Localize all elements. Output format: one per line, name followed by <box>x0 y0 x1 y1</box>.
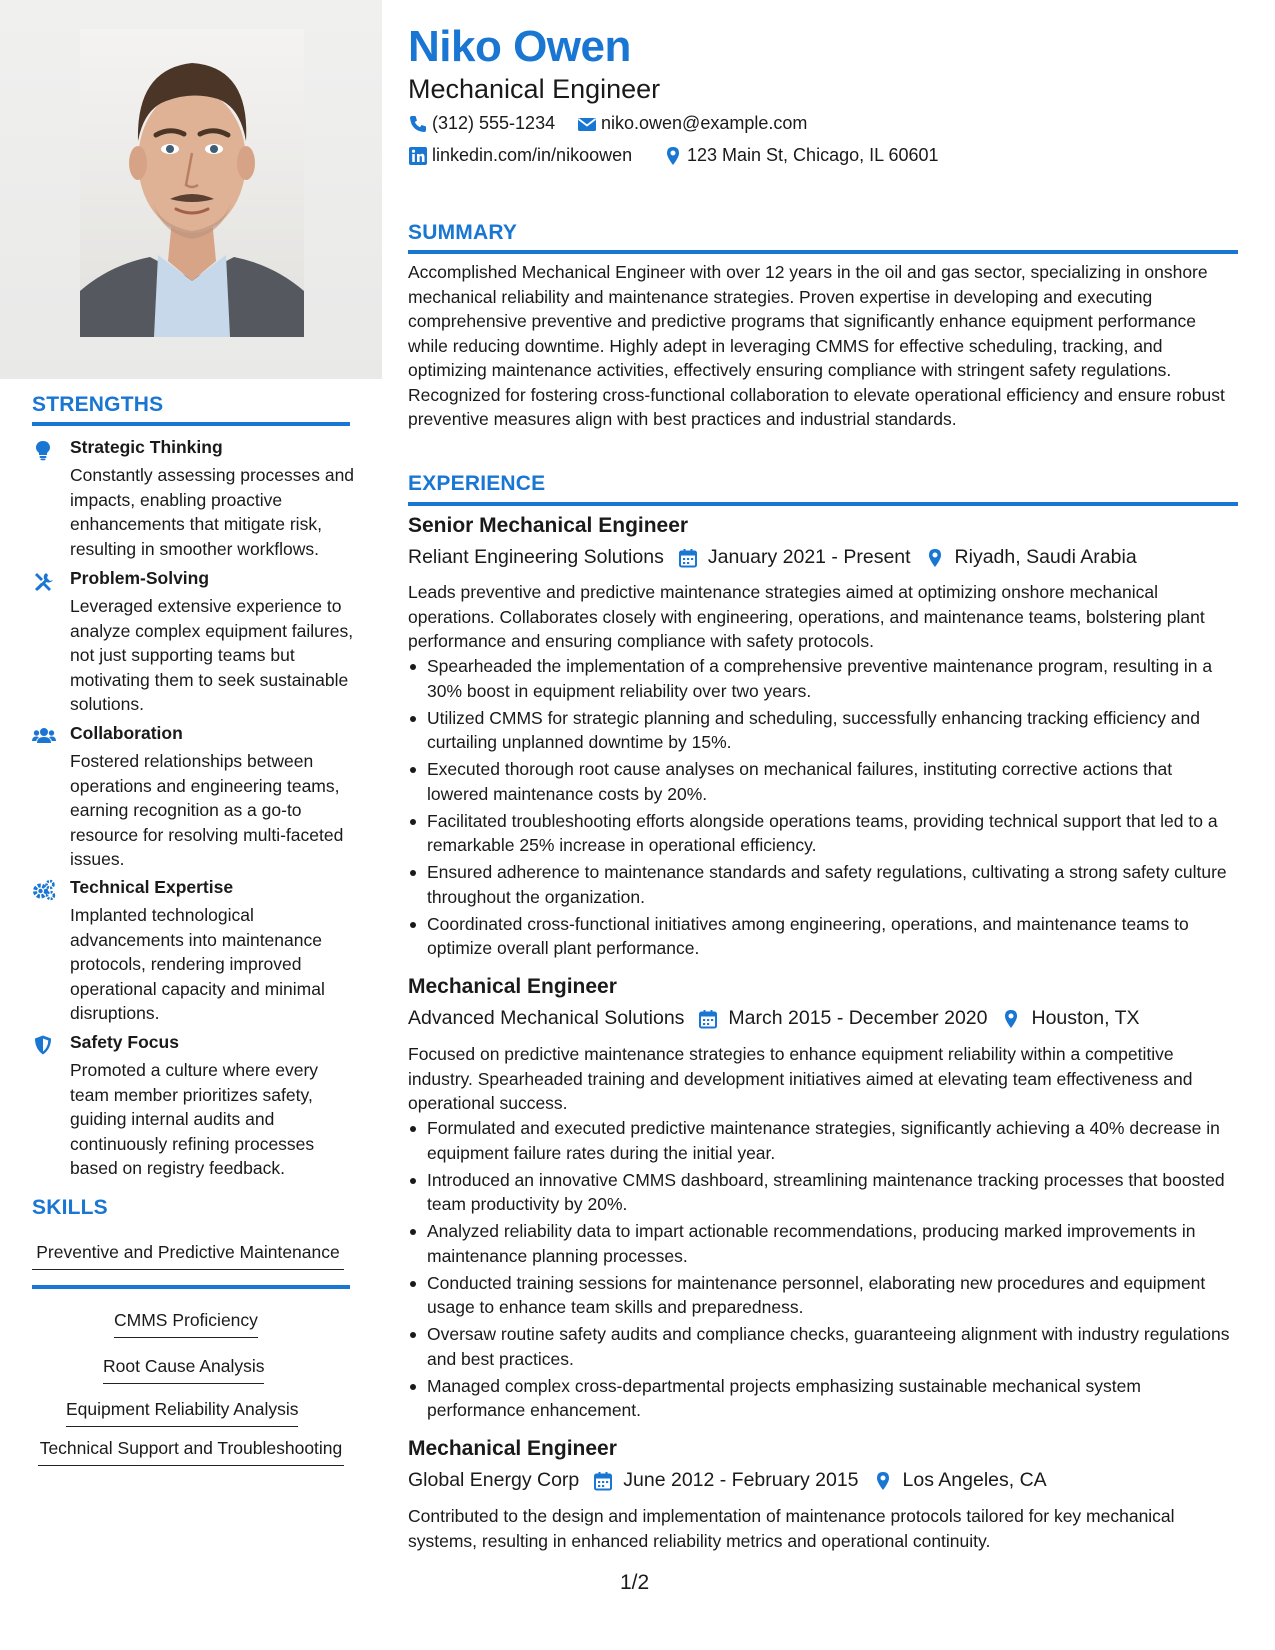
strength-description: Promoted a culture where every team member prioritizes safety, guiding internal audits and continuously refining processes based on registry feedback. <box>70 1060 319 1178</box>
skill-item: Root Cause Analysis <box>103 1354 264 1384</box>
phone-text: (312) 555-1234 <box>432 113 556 133</box>
job-dates: January 2021 - Present <box>707 546 911 568</box>
linkedin-text: linkedin.com/in/nikoowen <box>432 145 633 165</box>
list-item: Introduced an innovative CMMS dashboard, streamlining maintenance tracking processes that boosted team productivity by 20%. <box>408 1168 1238 1217</box>
job-location: Houston, TX <box>1031 1007 1140 1029</box>
job-meta <box>408 1007 1140 1030</box>
users-icon <box>32 725 54 747</box>
experience-heading: EXPERIENCE <box>408 472 546 495</box>
list-item: Analyzed reliability data to impart actionable recommendations, producing marked improvements in maintenance planning processes. <box>408 1219 1238 1268</box>
job-title: Mechanical Engineer <box>408 975 617 998</box>
strength-title: Safety Focus <box>70 1032 179 1052</box>
job-location: Riyadh, Saudi Arabia <box>954 546 1137 568</box>
candidate-role: Mechanical Engineer <box>408 74 661 104</box>
job-description: Leads preventive and predictive maintenance strategies aimed at optimizing onshore mechanical operations. Collaborates closely with engineering, operations, and maintenance teams, bolstering plant performance and ensuring compliance with safety protocols. <box>408 582 1205 651</box>
list-item: Ensured adherence to maintenance standards and safety regulations, cultivating a strong safety culture throughout the organization. <box>408 860 1238 909</box>
job-dates: June 2012 - February 2015 <box>623 1469 859 1491</box>
skills-heading: SKILLS <box>32 1196 108 1219</box>
phone-icon <box>408 114 428 134</box>
list-item: Managed complex cross-departmental projects emphasizing sustainable mechanical system performance enhancement. <box>408 1374 1238 1423</box>
address-contact <box>663 145 939 166</box>
list-item: Utilized CMMS for strategic planning and scheduling, successfully enhancing tracking efficiency and curtailing unplanned downtime by 15%. <box>408 706 1238 755</box>
job-dates: March 2015 - December 2020 <box>728 1007 988 1029</box>
experience-divider <box>408 502 1238 506</box>
shield-icon <box>32 1034 54 1056</box>
job-meta <box>408 1469 1047 1492</box>
linkedin-contact[interactable] <box>408 145 632 166</box>
strength-title: Problem-Solving <box>70 568 210 588</box>
list-item: Formulated and executed predictive maintenance strategies, significantly achieving a 40% decrease in equipment failure rates during the initial year. <box>408 1116 1238 1165</box>
email-text: niko.owen@example.com <box>601 113 808 133</box>
list-item: Oversaw routine safety audits and compliance checks, guaranteeing alignment with industry regulations and best practices. <box>408 1322 1238 1371</box>
job-title: Senior Mechanical Engineer <box>408 514 689 537</box>
job-bullets <box>408 1116 1238 1425</box>
job-company: Global Energy Corp <box>408 1469 580 1491</box>
profile-photo <box>80 29 304 337</box>
photo-background <box>0 0 382 379</box>
map-pin-icon <box>1001 1009 1021 1029</box>
job-company: Reliant Engineering Solutions <box>408 546 664 568</box>
calendar-icon <box>593 1471 613 1491</box>
list-item: Coordinated cross-functional initiatives among engineering, operations, and maintenance teams to optimize overall plant performance. <box>408 912 1238 961</box>
job-bullets <box>408 654 1238 963</box>
job-company: Advanced Mechanical Solutions <box>408 1007 685 1029</box>
job-location: Los Angeles, CA <box>902 1469 1047 1491</box>
envelope-icon <box>577 114 597 134</box>
skill-item: CMMS Proficiency <box>114 1308 258 1338</box>
list-item: Conducted training sessions for maintenance personnel, elaborating new procedures and equipment usage to enhance team skills and preparedness. <box>408 1271 1238 1320</box>
job-meta <box>408 546 1137 569</box>
strength-description: Constantly assessing processes and impacts, enabling proactive enhancements that mitigate risk, resulting in smoother workflows. <box>70 465 355 559</box>
job-description: Focused on predictive maintenance strategies to enhance equipment reliability within a competitive industry. Spearheaded training and development initiatives aimed at elevating team effectiveness and operational success. <box>408 1044 1193 1113</box>
skill-item: Equipment Reliability Analysis <box>66 1397 298 1427</box>
strength-title: Technical Expertise <box>70 877 234 897</box>
job-title: Mechanical Engineer <box>408 1437 617 1460</box>
phone-contact[interactable] <box>408 113 555 134</box>
skill-item: Technical Support and Troubleshooting <box>38 1436 344 1466</box>
tools-icon <box>32 570 54 592</box>
skills-divider <box>32 1285 350 1289</box>
map-pin-icon <box>925 548 945 568</box>
strength-description: Fostered relationships between operations and engineering teams, earning recognition as a go-to resource for resolving multi-faceted issues. <box>70 751 344 869</box>
map-pin-icon <box>873 1471 893 1491</box>
summary-text: Accomplished Mechanical Engineer with over 12 years in the oil and gas sector, specializing in onshore mechanical reliability and maintenance strategies. Proven expertise in developing and executing comprehensive preventive and predictive programs that significantly enhance equipment performance while reducing downtime. Highly adept in leveraging CMMS for effective scheduling, tracking, and optimizing maintenance activities, effectively ensuring compliance with stringent safety regulations. Recognized for fostering cross-functional collaboration to elevate operational efficiency and ensure robust preventive measures align with best practices and industrial standards. <box>408 262 1225 429</box>
email-contact[interactable] <box>577 113 807 134</box>
address-text: 123 Main St, Chicago, IL 60601 <box>687 145 939 165</box>
strength-title: Strategic Thinking <box>70 437 223 457</box>
calendar-icon <box>698 1009 718 1029</box>
list-item: Facilitated troubleshooting efforts alongside operations teams, providing technical support that led to a remarkable 25% increase in operational efficiency. <box>408 809 1238 858</box>
job-description: Contributed to the design and implementation of maintenance protocols tailored for key mechanical systems, resulting in enhanced reliability metrics and operational continuity. <box>408 1506 1175 1551</box>
strength-title: Collaboration <box>70 723 183 743</box>
summary-heading: SUMMARY <box>408 221 518 244</box>
strengths-heading: STRENGTHS <box>32 393 164 416</box>
candidate-name: Niko Owen <box>408 22 631 71</box>
sidebar <box>0 0 382 1650</box>
strength-description: Implanted technological advancements into maintenance protocols, rendering improved operational capacity and minimal disruptions. <box>70 905 325 1023</box>
summary-divider <box>408 250 1238 254</box>
page-number: 1/2 <box>620 1571 650 1594</box>
strengths-divider <box>32 422 350 426</box>
list-item: Executed thorough root cause analyses on mechanical failures, instituting corrective actions that lowered maintenance costs by 20%. <box>408 757 1238 806</box>
cogs-icon <box>32 879 54 901</box>
lightbulb-icon <box>32 439 54 461</box>
skill-item: Preventive and Predictive Maintenance <box>32 1240 344 1270</box>
list-item: Spearheaded the implementation of a comprehensive preventive maintenance program, resulting in a 30% boost in equipment reliability over two years. <box>408 654 1238 703</box>
map-pin-icon <box>663 146 683 166</box>
linkedin-icon <box>408 146 428 166</box>
calendar-icon <box>678 548 698 568</box>
strength-description: Leveraged extensive experience to analyze complex equipment failures, not just supporting teams but motivating them to seek sustainable solutions. <box>70 596 354 714</box>
